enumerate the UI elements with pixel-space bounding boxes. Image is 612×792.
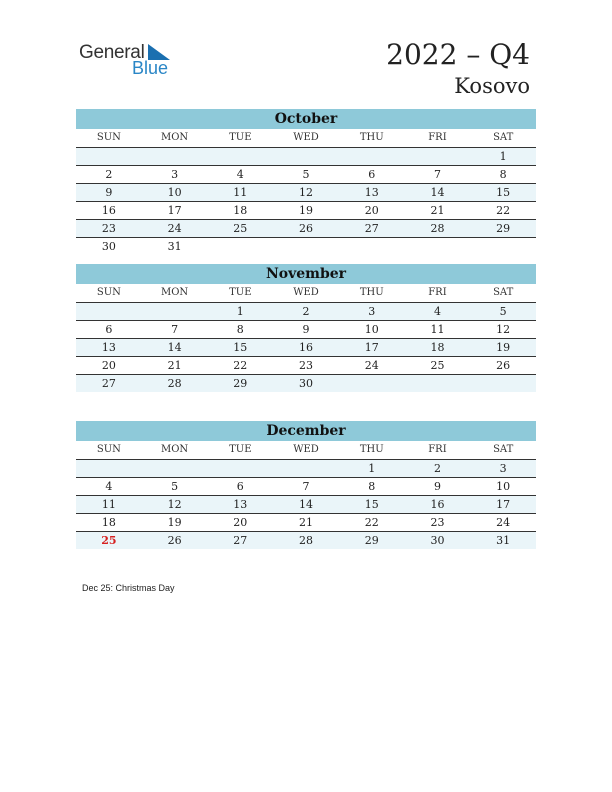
- day-cell: 31: [496, 534, 511, 547]
- day-cell: 9: [302, 323, 310, 336]
- week-row: [76, 148, 536, 166]
- day-cell: 1: [236, 305, 244, 318]
- day-cell: [339, 238, 405, 255]
- day-cell: 5: [302, 168, 310, 181]
- day-cell: 18: [430, 341, 445, 354]
- day-cell: 27: [364, 222, 379, 235]
- month-october: [76, 109, 536, 255]
- day-cell: 29: [364, 534, 379, 547]
- day-cell: 13: [364, 186, 379, 199]
- day-cell: 14: [299, 498, 314, 511]
- weekday-label: SAT: [493, 132, 514, 143]
- weekday-label: TUE: [229, 444, 252, 455]
- month-header: October: [76, 109, 536, 129]
- weekday-header-row: [76, 284, 536, 303]
- weekday-label: SAT: [493, 444, 514, 455]
- day-cell: 29: [496, 222, 511, 235]
- day-cell: 18: [233, 204, 248, 217]
- month-november: [76, 264, 536, 392]
- week-row: [76, 460, 536, 478]
- day-cell: 9: [105, 186, 113, 199]
- day-cell: 25: [233, 222, 248, 235]
- day-cell: 31: [167, 240, 182, 253]
- day-cell: 17: [364, 341, 379, 354]
- day-cell: 19: [299, 204, 314, 217]
- day-cell: 4: [105, 480, 113, 493]
- day-cell: 22: [496, 204, 511, 217]
- weekday-label: WED: [293, 444, 319, 455]
- day-cell: 17: [496, 498, 511, 511]
- day-cell: 4: [433, 305, 441, 318]
- day-cell: 14: [167, 341, 182, 354]
- day-cell: [207, 460, 273, 477]
- day-cell: 26: [167, 534, 182, 547]
- day-cell: 3: [171, 168, 179, 181]
- day-cell: 13: [233, 498, 248, 511]
- day-cell: 8: [368, 480, 376, 493]
- weekday-header-row: [76, 129, 536, 148]
- day-cell: 20: [233, 516, 248, 529]
- day-cell: 20: [364, 204, 379, 217]
- day-cell: 15: [233, 341, 248, 354]
- day-cell: 27: [233, 534, 248, 547]
- logo-blue-text: Blue: [132, 58, 169, 78]
- day-cell: 16: [430, 498, 445, 511]
- weekday-label: THU: [359, 132, 384, 143]
- day-cell: 8: [499, 168, 507, 181]
- day-cell: 28: [430, 222, 445, 235]
- day-cell: 7: [302, 480, 310, 493]
- day-cell: 2: [433, 462, 441, 475]
- week-row: [76, 375, 536, 392]
- day-cell: 21: [430, 204, 445, 217]
- day-cell: 12: [299, 186, 314, 199]
- day-cell: 19: [167, 516, 182, 529]
- day-cell: [207, 238, 273, 255]
- day-cell: 22: [364, 516, 379, 529]
- day-cell: 13: [101, 341, 116, 354]
- day-cell: [405, 238, 471, 255]
- day-cell: [339, 148, 405, 165]
- month-header: November: [76, 264, 536, 284]
- day-cell: 15: [364, 498, 379, 511]
- day-cell: 23: [299, 359, 314, 372]
- day-cell: [142, 460, 208, 477]
- weekday-label: FRI: [428, 444, 447, 455]
- day-cell: 1: [499, 150, 507, 163]
- day-cell: 3: [499, 462, 507, 475]
- day-cell: 12: [496, 323, 511, 336]
- day-cell: [273, 148, 339, 165]
- day-cell: 10: [167, 186, 182, 199]
- week-row: [76, 496, 536, 514]
- week-row: [76, 220, 536, 238]
- week-row: [76, 339, 536, 357]
- day-cell: 30: [299, 377, 314, 390]
- day-cell: 15: [496, 186, 511, 199]
- month-december: [76, 421, 536, 549]
- day-cell: 24: [364, 359, 379, 372]
- day-cell: [273, 238, 339, 255]
- day-cell: 7: [171, 323, 179, 336]
- weekday-label: SUN: [96, 444, 121, 455]
- country-name: Kosovo: [454, 74, 530, 98]
- week-row: [76, 478, 536, 496]
- day-cell: [470, 238, 536, 255]
- week-row: [76, 303, 536, 321]
- day-cell: 24: [496, 516, 511, 529]
- holiday-notes: Dec 25: Christmas Day: [82, 583, 175, 593]
- day-cell: [76, 460, 142, 477]
- day-cell: 30: [430, 534, 445, 547]
- day-cell: [470, 375, 536, 392]
- day-cell: [405, 375, 471, 392]
- day-cell: 2: [302, 305, 310, 318]
- day-cell: 6: [368, 168, 376, 181]
- day-cell: 26: [299, 222, 314, 235]
- day-cell: 28: [299, 534, 314, 547]
- day-cell: 11: [430, 323, 445, 336]
- logo-general-text: General: [79, 42, 145, 63]
- day-cell: 7: [433, 168, 441, 181]
- weekday-label: THU: [359, 287, 384, 298]
- week-row: [76, 184, 536, 202]
- day-cell: 9: [433, 480, 441, 493]
- weekday-label: MON: [160, 132, 189, 143]
- day-cell: 6: [236, 480, 244, 493]
- week-row: [76, 321, 536, 339]
- weekday-label: WED: [293, 287, 319, 298]
- day-cell: 27: [101, 377, 116, 390]
- day-cell: 18: [101, 516, 116, 529]
- day-cell: 11: [233, 186, 248, 199]
- day-cell: 6: [105, 323, 113, 336]
- day-cell: 4: [236, 168, 244, 181]
- day-cell: 8: [236, 323, 244, 336]
- week-row: [76, 532, 536, 549]
- day-cell: 28: [167, 377, 182, 390]
- month-header: December: [76, 421, 536, 441]
- day-cell: 1: [368, 462, 376, 475]
- day-cell: 20: [101, 359, 116, 372]
- day-cell: [207, 148, 273, 165]
- weekday-label: MON: [160, 287, 189, 298]
- day-cell: 30: [101, 240, 116, 253]
- weekday-header-row: [76, 441, 536, 460]
- week-row: [76, 357, 536, 375]
- day-cell: [76, 303, 142, 320]
- day-cell: 25: [430, 359, 445, 372]
- week-row: [76, 238, 536, 255]
- weekday-label: SAT: [493, 287, 514, 298]
- weekday-label: TUE: [229, 132, 252, 143]
- day-cell: 23: [430, 516, 445, 529]
- day-cell: [273, 460, 339, 477]
- day-cell: [142, 148, 208, 165]
- weekday-label: MON: [160, 444, 189, 455]
- weekday-label: THU: [359, 444, 384, 455]
- week-row: [76, 166, 536, 184]
- week-row: [76, 514, 536, 532]
- day-cell: 26: [496, 359, 511, 372]
- day-cell: 21: [167, 359, 182, 372]
- weekday-label: FRI: [428, 287, 447, 298]
- page-title: 2022 – Q4: [386, 38, 530, 71]
- day-cell: 17: [167, 204, 182, 217]
- day-cell: [339, 375, 405, 392]
- day-cell: [142, 303, 208, 320]
- day-cell: 16: [101, 204, 116, 217]
- day-cell: 25: [101, 534, 117, 547]
- day-cell: 21: [299, 516, 314, 529]
- day-cell: 11: [101, 498, 116, 511]
- day-cell: 23: [101, 222, 116, 235]
- day-cell: [405, 148, 471, 165]
- day-cell: [76, 148, 142, 165]
- day-cell: 3: [368, 305, 376, 318]
- day-cell: 29: [233, 377, 248, 390]
- day-cell: 19: [496, 341, 511, 354]
- generalblue-logo: [79, 40, 179, 80]
- weekday-label: FRI: [428, 132, 447, 143]
- day-cell: 12: [167, 498, 182, 511]
- weekday-label: TUE: [229, 287, 252, 298]
- day-cell: 10: [496, 480, 511, 493]
- weekday-label: SUN: [96, 132, 121, 143]
- day-cell: 5: [499, 305, 507, 318]
- weekday-label: SUN: [96, 287, 121, 298]
- day-cell: 16: [299, 341, 314, 354]
- day-cell: 14: [430, 186, 445, 199]
- weekday-label: WED: [293, 132, 319, 143]
- day-cell: 22: [233, 359, 248, 372]
- day-cell: 10: [364, 323, 379, 336]
- week-row: [76, 202, 536, 220]
- day-cell: 24: [167, 222, 182, 235]
- day-cell: 5: [171, 480, 179, 493]
- day-cell: 2: [105, 168, 113, 181]
